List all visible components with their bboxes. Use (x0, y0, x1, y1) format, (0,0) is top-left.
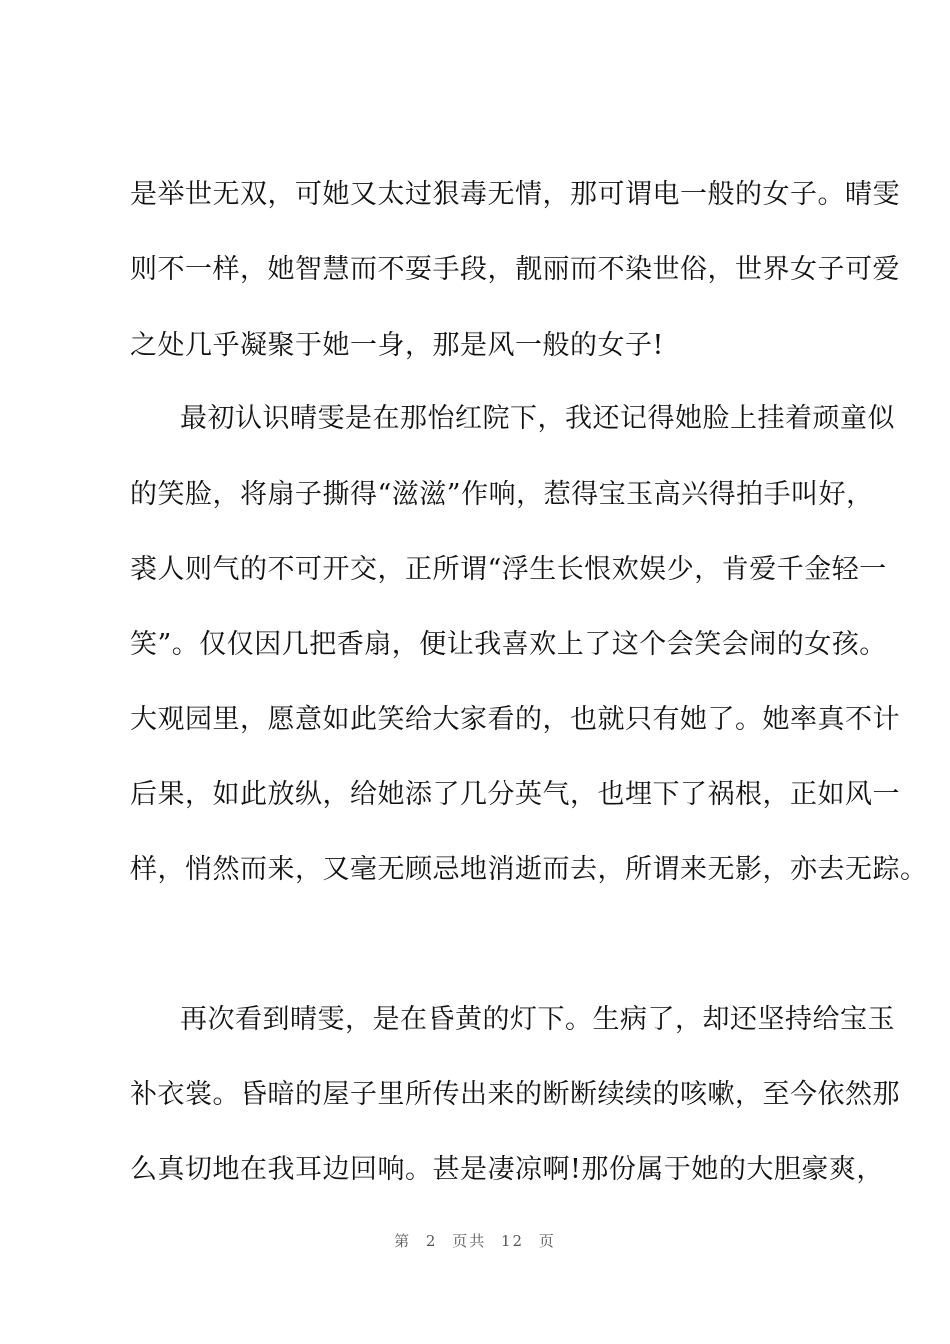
paragraph-2-line-7: 样，悄然而来，又毫无顾忌地消逝而去，所谓来无影，亦去无踪。 (130, 854, 928, 885)
paragraph-2-line-4: 笑”。仅仅因几把香扇，便让我喜欢上了这个会笑会闹的女孩。 (130, 629, 887, 660)
paragraph-3-line-2: 补衣裳。昏暗的屋子里所传出来的断断续续的咳嗽，至今依然那 (130, 1079, 900, 1110)
paragraph-2-line-6: 后果，如此放纵，给她添了几分英气，也埋下了祸根，正如风一 (130, 779, 900, 810)
paragraph-1-line-1: 是举世无双，可她又太过狠毒无情，那可谓电一般的女子。晴雯 (130, 179, 900, 210)
paragraph-2-line-2: 的笑脸，将扇子撕得“滋滋”作响，惹得宝玉高兴得拍手叫好， (130, 479, 874, 510)
paragraph-1-line-2: 则不一样，她智慧而不耍手段，靓丽而不染世俗，世界女子可爱 (130, 254, 900, 285)
paragraph-2-line-3: 裘人则气的不可开交，正所谓“浮生长恨欢娱少，肯爱千金轻一 (130, 554, 887, 585)
paragraph-2-line-5: 大观园里，愿意如此笑给大家看的，也就只有她了。她率真不计 (130, 704, 900, 735)
page-number-footer: 第 2 页共 12 页 (394, 1232, 556, 1250)
paragraph-3-line-3: 么真切地在我耳边回响。甚是凄凉啊!那份属于她的大胆豪爽， (130, 1154, 884, 1185)
paragraph-3-line-1: 再次看到晴雯，是在昏黄的灯下。生病了，却还坚持给宝玉 (180, 1004, 895, 1035)
paragraph-2-line-1: 最初认识晴雯是在那怡红院下，我还记得她脸上挂着顽童似 (180, 403, 895, 434)
paragraph-1-line-3: 之处几乎凝聚于她一身，那是风一般的女子! (130, 330, 664, 361)
